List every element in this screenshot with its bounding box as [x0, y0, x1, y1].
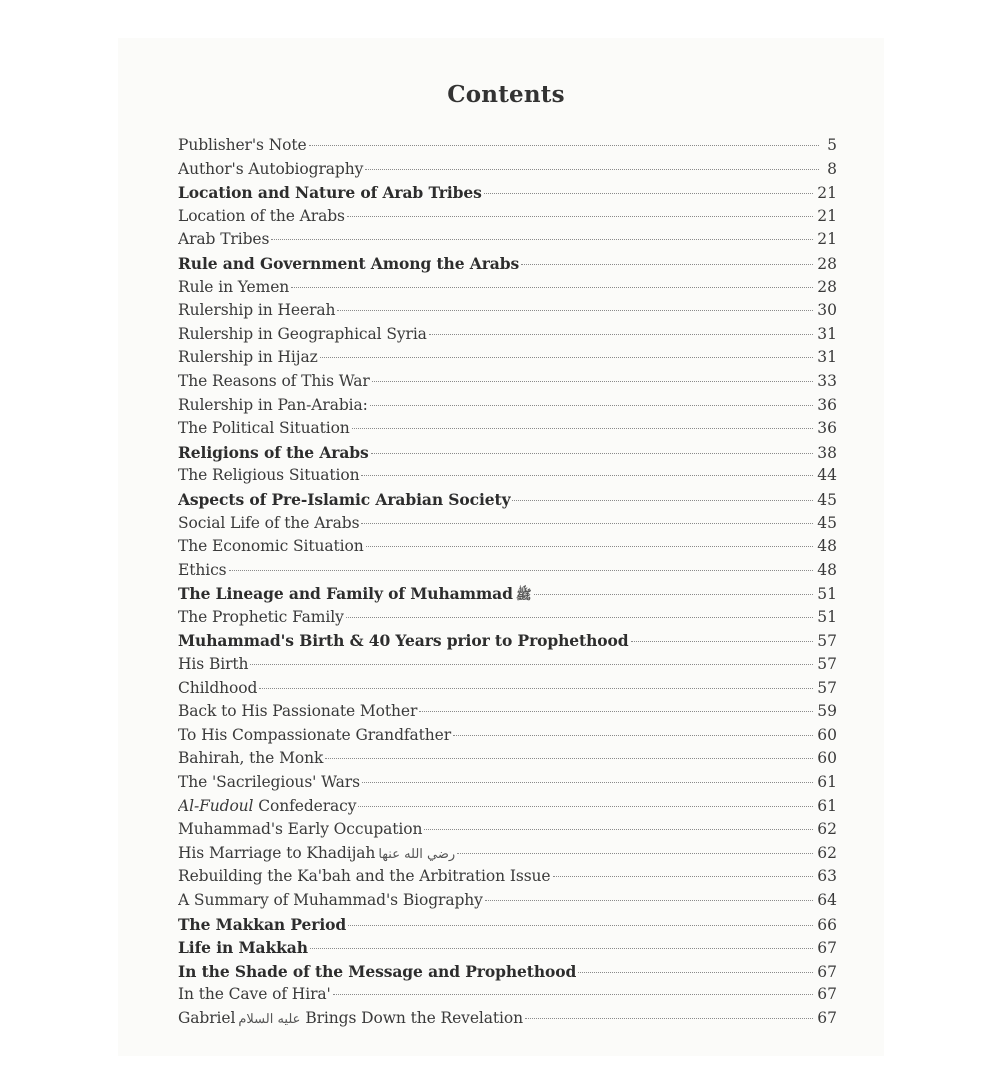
toc-section-entry	[178, 346, 837, 370]
toc-entry-title: Rebuilding the Ka'bah and the Arbitration Issue	[178, 867, 551, 886]
toc-entry-label	[178, 582, 532, 606]
dot-leader	[346, 617, 813, 618]
dot-leader	[333, 994, 814, 995]
toc-entry-title: Childhood	[178, 678, 258, 697]
toc-page-number: 57	[817, 678, 837, 697]
toc-entry-title: Bahirah, the Monk	[178, 749, 324, 768]
toc-entry-title: Location and Nature of Arab Tribes	[178, 183, 482, 203]
dot-leader	[453, 735, 813, 736]
toc-page-number: 48	[817, 537, 837, 556]
toc-page-number: 45	[817, 490, 837, 509]
toc-entry-title-rest: Brings Down the Revelation	[300, 1008, 523, 1027]
toc-entry-title: Al-Fudoul	[178, 796, 254, 815]
toc-section-entry	[178, 606, 837, 630]
dot-leader	[352, 428, 814, 429]
toc-section-entry	[178, 865, 837, 889]
toc-entry-title: The Prophetic Family	[178, 607, 344, 626]
toc-entry-title: In the Shade of the Message and Prophethood	[178, 961, 577, 981]
toc-entry-label	[178, 653, 248, 677]
toc-entry-title-rest: Confederacy	[253, 796, 357, 815]
toc-entry-title: To His Compassionate Grandfather	[178, 725, 452, 744]
toc-page-number: 57	[817, 632, 837, 651]
toc-section-entry	[178, 818, 837, 842]
toc-section-entry	[178, 535, 837, 559]
toc-page-number: 67	[817, 1008, 837, 1027]
toc-section-entry	[178, 747, 837, 771]
toc-entry-label	[178, 252, 519, 276]
toc-page-number: 60	[817, 725, 837, 744]
toc-section-entry	[178, 653, 837, 677]
toc-entry-title: Religions of the Arabs	[178, 442, 369, 462]
toc-entry-title: The Economic Situation	[178, 537, 364, 556]
dot-leader	[365, 169, 819, 170]
toc-entry-title: The Political Situation	[178, 419, 350, 438]
toc-page-number: 36	[817, 419, 837, 438]
honorific-glyph-icon: ﷺ	[515, 588, 532, 604]
toc-page-number: 61	[817, 796, 837, 815]
toc-chapter-entry	[178, 488, 837, 512]
dot-leader	[259, 688, 813, 689]
toc-entry-label	[178, 417, 350, 441]
toc-entry-label	[178, 299, 335, 323]
toc-entry-label	[178, 488, 510, 512]
toc-page-number: 45	[817, 513, 837, 532]
toc-entry-title: Rulership in Geographical Syria	[178, 324, 427, 343]
toc-entry-title: The Religious Situation	[178, 466, 360, 485]
toc-entry-title: The 'Sacrilegious' Wars	[178, 773, 360, 792]
toc-entry-label	[178, 559, 227, 583]
toc-page-number: 28	[817, 277, 837, 296]
dot-leader	[361, 523, 813, 524]
toc-entry-label	[178, 228, 269, 252]
toc-section-entry	[178, 889, 837, 913]
dot-leader	[424, 829, 813, 830]
toc-entry-title: Location of the Arabs	[178, 206, 345, 225]
page-title: Contents	[447, 81, 565, 108]
toc-entry-title: Rulership in Heerah	[178, 301, 336, 320]
toc-entry-label	[178, 629, 629, 653]
toc-entry-title: In the Cave of Hira'	[178, 985, 331, 1004]
toc-section-entry	[178, 559, 837, 583]
toc-section-entry	[178, 134, 837, 158]
toc-page-number: 51	[817, 607, 837, 626]
toc-section-entry	[178, 771, 837, 795]
toc-entry-title: Muhammad's Early Occupation	[178, 820, 423, 839]
toc-entry-label	[178, 747, 323, 771]
toc-chapter-entry	[178, 582, 837, 606]
toc-page-number: 64	[817, 891, 837, 909]
toc-entry-title: The Makkan Period	[178, 914, 347, 934]
toc-entry-title: Publisher's Note	[178, 136, 307, 154]
toc-entry-label	[178, 700, 417, 724]
toc-entry-title: Aspects of Pre-Islamic Arabian Society	[178, 489, 511, 509]
dot-leader	[348, 925, 813, 926]
toc-page-number: 8	[827, 159, 837, 178]
toc-section-entry	[178, 370, 837, 394]
toc-entry-title: Rule and Government Among the Arabs	[178, 253, 520, 273]
dot-leader	[534, 594, 814, 595]
toc-page-number: 57	[817, 655, 837, 674]
toc-page-number: 30	[817, 301, 837, 320]
dot-leader	[457, 853, 813, 854]
toc-entry-label	[178, 936, 308, 960]
toc-entry-label	[178, 842, 455, 866]
dot-leader	[320, 357, 814, 358]
toc-page-number: 21	[817, 230, 837, 249]
dot-leader	[309, 145, 819, 146]
toc-page-number: 21	[817, 184, 837, 203]
toc-section-entry	[178, 700, 837, 724]
toc-entry-title: The Reasons of This War	[178, 371, 370, 390]
toc-chapter-entry	[178, 252, 837, 276]
toc-page-number: 63	[817, 867, 837, 886]
toc-page-number: 59	[817, 702, 837, 721]
toc-section-entry	[178, 323, 837, 347]
honorific-glyph-icon: عليه السلام	[238, 1011, 301, 1027]
toc-page-number: 38	[817, 443, 837, 462]
toc-page-number: 31	[817, 348, 837, 367]
toc-section-entry	[178, 158, 837, 182]
toc-entry-label	[178, 960, 576, 984]
toc-entry-label	[178, 464, 359, 488]
toc-page-number: 44	[817, 466, 837, 485]
toc-entry-title: Rule in Yemen	[178, 277, 290, 296]
toc-page-number: 33	[817, 371, 837, 390]
dot-leader	[370, 405, 813, 406]
toc-entry-label	[178, 913, 346, 937]
toc-page-number: 28	[817, 254, 837, 273]
toc-entry-label	[178, 771, 360, 795]
toc-page-number: 67	[817, 939, 837, 958]
toc-entry-label	[178, 134, 307, 158]
dot-leader	[512, 500, 813, 501]
toc-section-entry	[178, 724, 837, 748]
toc-page-number: 61	[817, 773, 837, 792]
toc-section-entry	[178, 299, 837, 323]
toc-section-entry	[178, 464, 837, 488]
dot-leader	[361, 475, 813, 476]
toc-entry-title: Social Life of the Arabs	[178, 513, 360, 532]
toc-page-number: 21	[817, 206, 837, 225]
dot-leader	[325, 758, 813, 759]
dot-leader	[371, 453, 814, 454]
toc-chapter-entry	[178, 960, 837, 984]
dot-leader	[578, 972, 813, 973]
toc-entry-title: His Birth	[178, 655, 249, 674]
dot-leader	[525, 1018, 813, 1019]
dot-leader	[484, 193, 814, 194]
toc-section-entry	[178, 983, 837, 1007]
dot-leader	[229, 570, 814, 571]
dot-leader	[250, 664, 813, 665]
toc-entry-label	[178, 394, 368, 418]
toc-entry-label	[178, 865, 551, 889]
toc-entry-label	[178, 346, 318, 370]
toc-entry-title: Life in Makkah	[178, 938, 308, 958]
toc-section-entry	[178, 677, 837, 701]
toc-section-entry	[178, 1007, 837, 1031]
dot-leader	[631, 641, 814, 642]
dot-leader	[429, 334, 813, 335]
dot-leader	[366, 546, 814, 547]
dot-leader	[553, 876, 814, 877]
dot-leader	[358, 806, 813, 807]
toc-entry-label	[178, 677, 257, 701]
toc-chapter-entry	[178, 936, 837, 960]
toc-entry-label	[178, 724, 451, 748]
toc-page-number: 67	[817, 985, 837, 1004]
toc-entry-label	[178, 323, 427, 347]
dot-leader	[347, 216, 813, 217]
dot-leader	[310, 948, 813, 949]
toc-chapter-entry	[178, 913, 837, 937]
toc-page-number: 36	[817, 395, 837, 414]
toc-page-number: 48	[817, 560, 837, 579]
toc-entry-title: The Lineage and Family of Muhammad	[178, 584, 513, 604]
toc-section-entry	[178, 512, 837, 536]
toc-section-entry	[178, 842, 837, 866]
toc-entry-label	[178, 1007, 523, 1031]
toc-entry-title: Arab Tribes	[178, 230, 270, 249]
toc-page-number: 67	[817, 962, 837, 981]
toc-section-entry	[178, 205, 837, 229]
toc-entry-label	[178, 441, 369, 465]
toc-page-number: 62	[817, 843, 837, 862]
toc-entry-title: Muhammad's Birth & 40 Years prior to Prophethood	[178, 631, 629, 651]
dot-leader	[362, 782, 813, 783]
toc-entry-title: Rulership in Pan-Arabia:	[178, 395, 368, 414]
toc-entry-title: His Marriage to Khadijah	[178, 843, 376, 862]
toc-chapter-entry	[178, 441, 837, 465]
toc-chapter-entry	[178, 181, 837, 205]
table-of-contents	[178, 134, 837, 1031]
toc-page-number: 51	[817, 585, 837, 604]
toc-page-number: 60	[817, 749, 837, 768]
toc-entry-label	[178, 818, 422, 842]
toc-entry-label	[178, 158, 363, 182]
toc-entry-label	[178, 181, 482, 205]
toc-section-entry	[178, 394, 837, 418]
toc-entry-title: A Summary of Muhammad's Biography	[178, 891, 483, 909]
toc-page-number: 5	[827, 136, 837, 154]
toc-entry-label	[178, 795, 356, 819]
toc-entry-label	[178, 606, 344, 630]
toc-entry-label	[178, 370, 370, 394]
dot-leader	[291, 287, 813, 288]
toc-entry-title: Back to His Passionate Mother	[178, 702, 418, 721]
dot-leader	[419, 711, 813, 712]
toc-entry-label	[178, 205, 345, 229]
toc-section-entry	[178, 228, 837, 252]
dot-leader	[485, 900, 813, 901]
toc-chapter-entry	[178, 629, 837, 653]
toc-section-entry	[178, 417, 837, 441]
toc-page-number: 62	[817, 820, 837, 839]
toc-entry-label	[178, 512, 359, 536]
toc-page-number: 66	[817, 915, 837, 934]
toc-entry-label	[178, 535, 364, 559]
toc-entry-label	[178, 276, 289, 300]
dot-leader	[521, 264, 813, 265]
honorific-glyph-icon: رضي الله عنها	[378, 846, 456, 862]
toc-page-number: 31	[817, 324, 837, 343]
toc-section-entry	[178, 795, 837, 819]
toc-entry-label	[178, 889, 483, 913]
toc-entry-title: Author's Autobiography	[178, 159, 364, 178]
toc-entry-title: Gabriel	[178, 1008, 236, 1027]
dot-leader	[337, 310, 813, 311]
toc-entry-title: Ethics	[178, 560, 227, 579]
toc-entry-title: Rulership in Hijaz	[178, 348, 318, 367]
toc-entry-label	[178, 983, 331, 1007]
dot-leader	[372, 381, 814, 382]
toc-section-entry	[178, 276, 837, 300]
dot-leader	[271, 239, 813, 240]
